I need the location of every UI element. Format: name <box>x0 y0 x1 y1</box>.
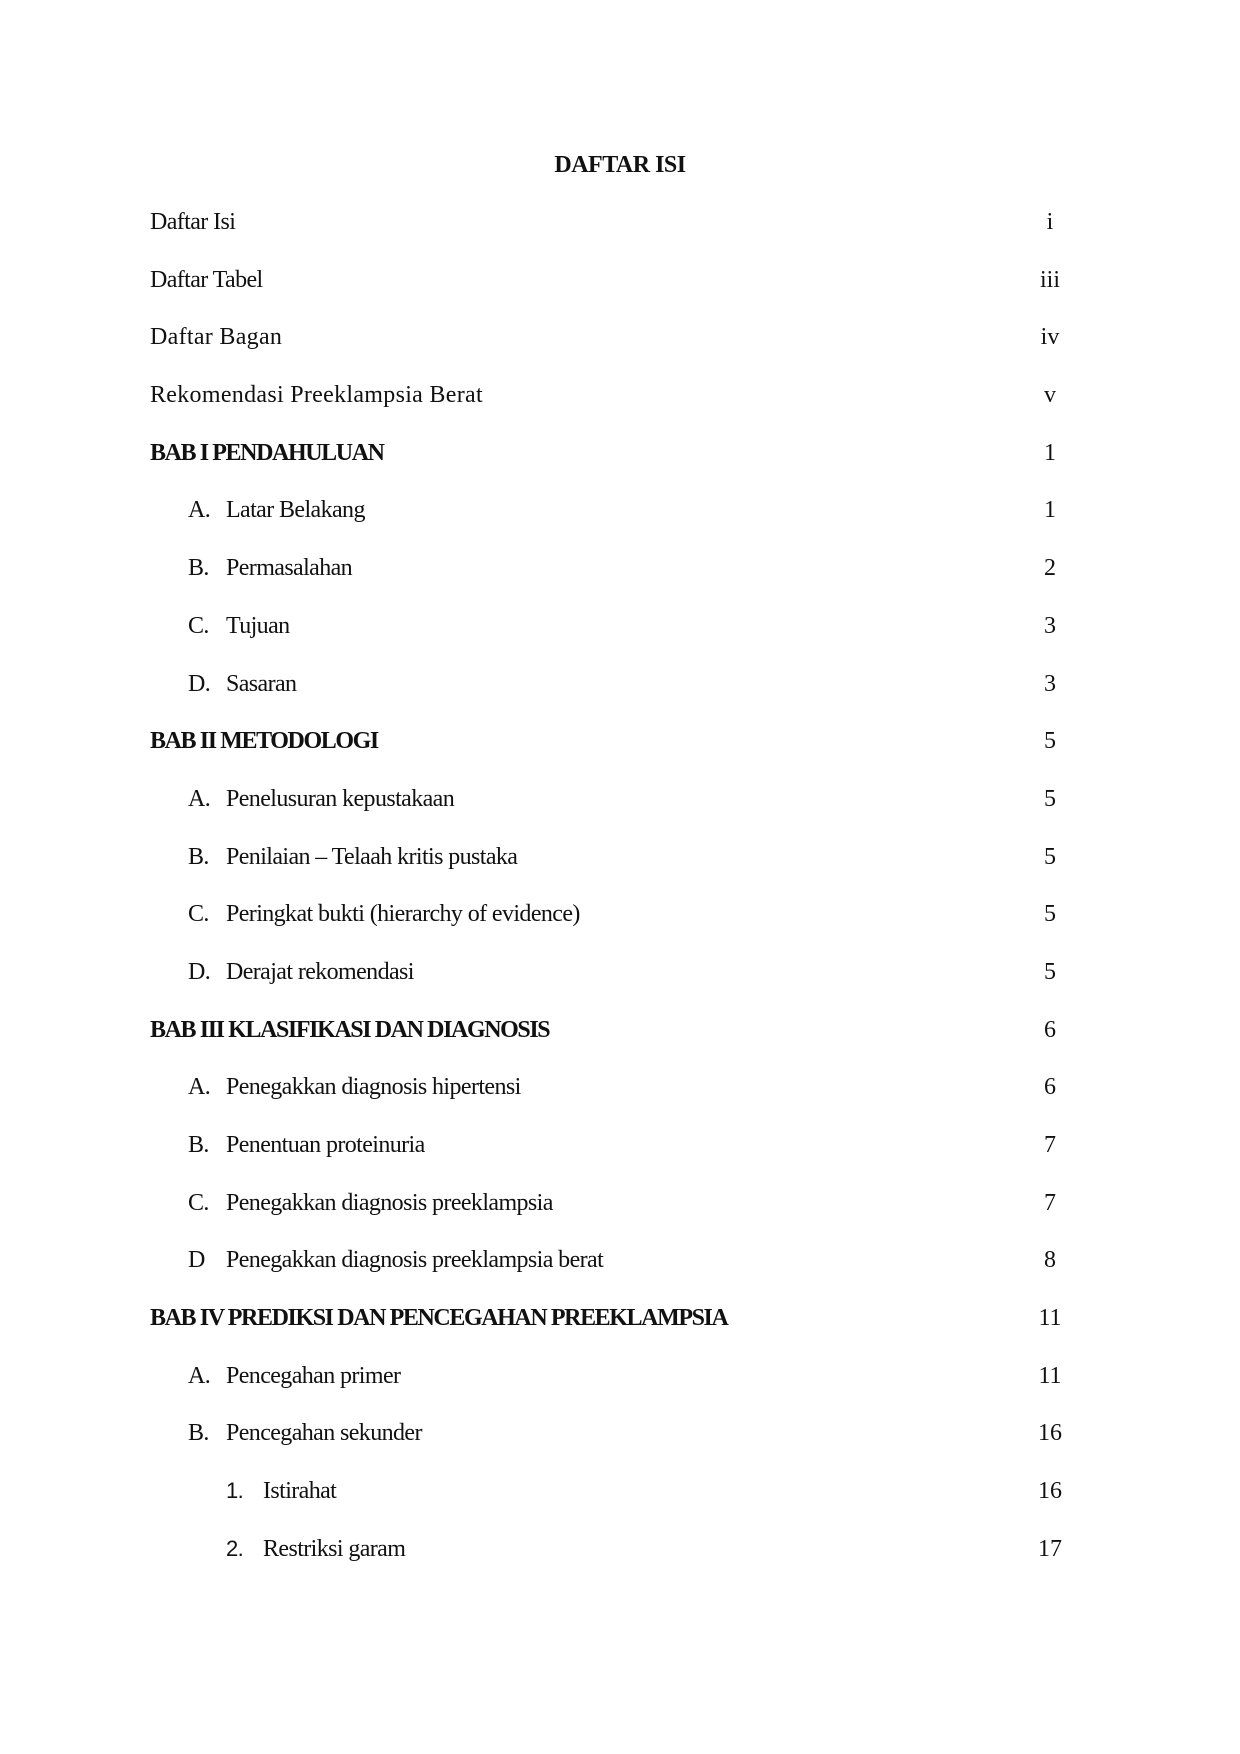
toc-entry-page: 6 <box>1044 1074 1056 1101</box>
toc-entry-page: 5 <box>1044 785 1056 812</box>
toc-entry-page: 17 <box>1038 1535 1062 1562</box>
toc-entry-page: 16 <box>1038 1478 1062 1505</box>
toc-entry-page: 5 <box>1044 958 1056 985</box>
toc-entry-page: 11 <box>1038 1362 1062 1389</box>
toc-entry-marker: B. <box>188 1132 209 1158</box>
toc-section-tujuan <box>0 606 1240 664</box>
toc-entry-label: Istirahat <box>263 1478 337 1505</box>
toc-chapter-bab-4 <box>0 1298 1240 1356</box>
toc-section-penilaian <box>0 837 1240 895</box>
toc-entry-label: Penegakkan diagnosis hipertensi <box>226 1074 521 1101</box>
toc-entry-label: Tujuan <box>226 612 290 639</box>
toc-entry-daftar-isi <box>0 202 1240 260</box>
toc-entry-rekomendasi <box>0 375 1240 433</box>
toc-entry-page: 7 <box>1044 1189 1056 1216</box>
toc-entry-marker: A. <box>188 497 211 524</box>
toc-entry-label: Daftar Bagan <box>150 324 283 351</box>
toc-section-pencegahan-primer <box>0 1356 1240 1414</box>
toc-entry-label: Derajat rekomendasi <box>226 958 414 985</box>
toc-entry-page: v <box>1044 382 1056 409</box>
toc-section-diagnosis-preeklampsia-berat <box>0 1240 1240 1298</box>
toc-entry-label: Sasaran <box>226 670 297 697</box>
toc-chapter-bab-2 <box>0 721 1240 779</box>
toc-entry-label: BAB III KLASIFIKASI DAN DIAGNOSIS <box>150 1016 550 1043</box>
toc-entry-label: Daftar Tabel <box>150 266 263 293</box>
toc-section-derajat-rekomendasi <box>0 952 1240 1010</box>
toc-entry-page: 8 <box>1044 1247 1056 1274</box>
toc-entry-marker: B. <box>188 555 209 582</box>
toc-entry-label: Penelusuran kepustakaan <box>226 785 455 812</box>
toc-section-proteinuria <box>0 1125 1240 1183</box>
toc-entry-page: 16 <box>1038 1420 1062 1447</box>
toc-section-penelusuran <box>0 779 1240 837</box>
toc-entry-label: Pencegahan sekunder <box>226 1420 422 1447</box>
toc-chapter-bab-3 <box>0 1010 1240 1068</box>
toc-entry-page: iii <box>1039 266 1060 293</box>
toc-entry-label: BAB II METODOLOGI <box>150 728 378 755</box>
toc-entry-marker: A. <box>188 1362 211 1389</box>
toc-entry-label: Pencegahan primer <box>226 1362 401 1389</box>
toc-entry-label: Penegakkan diagnosis preeklampsia <box>226 1189 553 1216</box>
toc-section-permasalahan <box>0 548 1240 606</box>
toc-entry-marker: 2. <box>226 1535 244 1561</box>
toc-entry-label: Penegakkan diagnosis preeklampsia berat <box>226 1247 604 1274</box>
toc-entry-marker: 1. <box>226 1478 244 1504</box>
toc-entry-page: 2 <box>1044 555 1056 582</box>
toc-entry-label: BAB I PENDAHULUAN <box>150 439 384 466</box>
toc-section-sasaran <box>0 664 1240 722</box>
toc-section-diagnosis-preeklampsia <box>0 1183 1240 1241</box>
toc-section-peringkat-bukti <box>0 894 1240 952</box>
toc-chapter-bab-1 <box>0 433 1240 491</box>
toc-entry-page: 5 <box>1044 843 1056 870</box>
toc-entry-page: 5 <box>1044 901 1056 928</box>
toc-entry-page: 1 <box>1044 439 1056 466</box>
toc-entry-label: Penentuan proteinuria <box>226 1132 425 1158</box>
toc-entry-daftar-tabel <box>0 260 1240 318</box>
toc-entry-label: Restriksi garam <box>263 1535 406 1562</box>
toc-subsection-istirahat <box>0 1471 1240 1529</box>
toc-section-latar-belakang <box>0 490 1240 548</box>
toc-entry-daftar-bagan <box>0 317 1240 375</box>
toc-entry-label: Latar Belakang <box>226 497 365 524</box>
toc-entry-marker: B. <box>188 843 209 870</box>
toc-section-diagnosis-hipertensi <box>0 1067 1240 1125</box>
toc-entry-label: Penilaian – Telaah kritis pustaka <box>226 843 518 870</box>
toc-section-pencegahan-sekunder <box>0 1413 1240 1471</box>
toc-entry-page: 7 <box>1044 1132 1056 1158</box>
toc-entry-marker: C. <box>188 1189 209 1216</box>
toc-entry-marker: A. <box>188 1074 211 1101</box>
toc-entry-page: 5 <box>1044 728 1056 755</box>
toc-entry-page: 1 <box>1044 497 1056 524</box>
toc-entry-marker: D <box>188 1247 205 1274</box>
toc-entry-label: BAB IV PREDIKSI DAN PENCEGAHAN PREEKLAMPSIA <box>150 1305 728 1332</box>
toc-entry-page: i <box>1046 209 1054 235</box>
toc-entry-marker: A. <box>188 785 211 812</box>
toc-entry-marker: C. <box>188 612 209 639</box>
toc-entry-marker: D. <box>188 670 211 697</box>
toc-subsection-restriksi-garam <box>0 1529 1240 1587</box>
toc-entry-marker: B. <box>188 1420 209 1447</box>
toc-entry-marker: D. <box>188 958 211 985</box>
toc-entry-page: 3 <box>1044 612 1056 639</box>
table-of-contents <box>0 202 1240 1587</box>
toc-entry-label: Permasalahan <box>226 555 353 582</box>
toc-entry-page: 6 <box>1044 1016 1056 1043</box>
toc-entry-label: Daftar Isi <box>150 209 236 235</box>
page-title: DAFTAR ISI <box>554 152 686 178</box>
toc-entry-page: 3 <box>1044 670 1056 697</box>
toc-entry-label: Rekomendasi Preeklampsia Berat <box>150 382 483 409</box>
toc-entry-marker: C. <box>188 901 209 928</box>
toc-entry-page: iv <box>1040 324 1060 351</box>
toc-entry-label: Peringkat bukti (hierarchy of evidence) <box>226 901 580 928</box>
toc-entry-page: 11 <box>1038 1305 1062 1332</box>
